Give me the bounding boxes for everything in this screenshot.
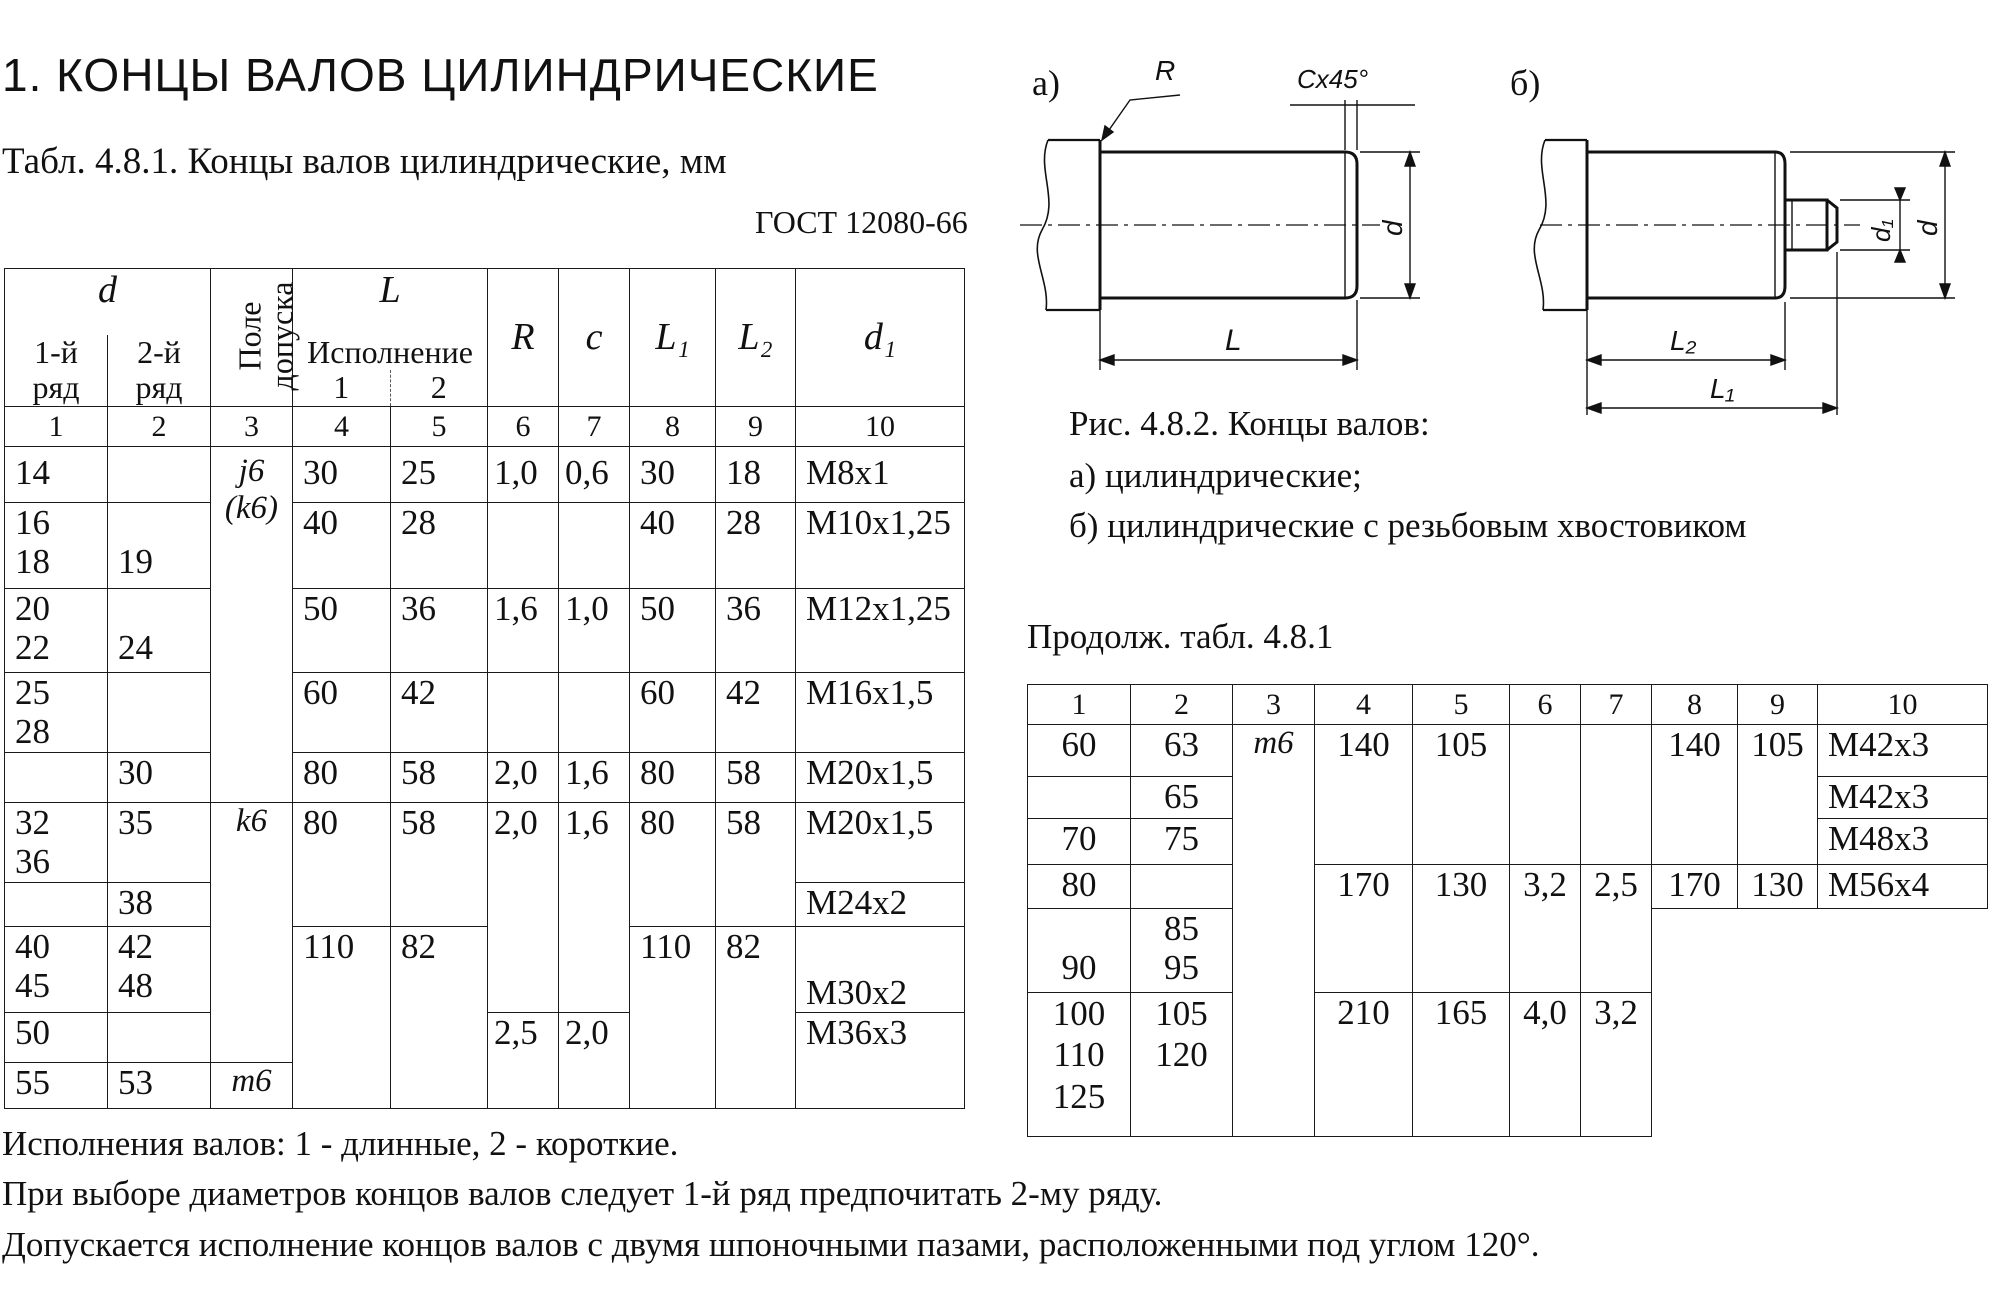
cell-d1: M20x1,5 bbox=[796, 753, 965, 803]
figure-b-dimensions bbox=[1587, 152, 1955, 415]
cell-c: 3,2 bbox=[1581, 993, 1652, 1137]
section-title: 1. КОНЦЫ ВАЛОВ ЦИЛИНДРИЧЕСКИЕ bbox=[2, 49, 879, 101]
cell-d-row1: 50 bbox=[5, 1013, 108, 1063]
col-number: 2 bbox=[108, 407, 211, 447]
standard-reference: ГОСТ 12080-66 bbox=[755, 204, 968, 240]
cell-d-row1: 60 bbox=[1028, 725, 1131, 777]
header-execution-label: Исполнение bbox=[307, 333, 473, 370]
cell-d1: M48x3 bbox=[1818, 819, 1988, 865]
header-tolerance-text: Поле допуска bbox=[231, 281, 300, 391]
table-caption: Табл. 4.8.1. Концы валов цилиндрические, мм bbox=[2, 141, 727, 182]
cell-d-row2: 35 bbox=[108, 803, 211, 883]
cell-L1: 30 bbox=[630, 447, 716, 503]
cell-L2: 58 bbox=[716, 803, 796, 927]
cell-L-exec1: 170 bbox=[1315, 865, 1413, 993]
cell-d-row1: 80 bbox=[1028, 865, 1131, 909]
cell-d-row1: 20 22 bbox=[5, 589, 108, 673]
continuation-caption: Продолж. табл. 4.8.1 bbox=[1027, 617, 1334, 656]
dim-d1-label: d₁ bbox=[1866, 219, 1896, 242]
cell-d1: M20x1,5 bbox=[796, 803, 965, 883]
table-row bbox=[5, 447, 965, 503]
cell-L-exec2: 58 bbox=[391, 803, 488, 927]
cell-d1: M12x1,25 bbox=[796, 589, 965, 673]
cell-L2: 36 bbox=[716, 589, 796, 673]
figure-a-dimensions bbox=[1100, 95, 1420, 370]
cell-L-exec1: 30 bbox=[293, 447, 391, 503]
cell-c: 1,6 bbox=[559, 753, 630, 803]
cell-L-exec2: 82 bbox=[391, 927, 488, 1109]
header-tolerance bbox=[211, 269, 300, 407]
cell-L-exec2: 28 bbox=[391, 503, 488, 589]
cell-L-exec2: 58 bbox=[391, 753, 488, 803]
cell-tolerance-m6: m6 bbox=[1233, 725, 1315, 1137]
cell-c: 2,5 bbox=[1581, 865, 1652, 993]
cell-L-exec2: 165 bbox=[1413, 993, 1510, 1137]
cell-L-exec1: 50 bbox=[293, 589, 391, 673]
col-number: 10 bbox=[1818, 685, 1988, 725]
figure-b-label: б) bbox=[1510, 63, 1541, 103]
cell-tolerance-k6: k6 bbox=[211, 803, 293, 1063]
cell-d-row1 bbox=[5, 753, 108, 803]
cell-d-row1: 16 18 bbox=[5, 503, 108, 589]
note-row-preference: При выборе диаметров концов валов следует 1-й ряд предпочитать 2-му ряду. bbox=[2, 1174, 1163, 1213]
cell-L1: 50 bbox=[630, 589, 716, 673]
col-number-row bbox=[5, 407, 965, 447]
cell-L-exec1: 80 bbox=[293, 803, 391, 927]
cell-c: 1,0 bbox=[559, 589, 630, 673]
cell-L-exec2: 130 bbox=[1413, 865, 1510, 993]
col-number: 7 bbox=[1581, 685, 1652, 725]
cell-R bbox=[1510, 725, 1581, 865]
cell-d-row1: 25 28 bbox=[5, 673, 108, 753]
col-number: 5 bbox=[391, 407, 488, 447]
cell-R: 2,0 bbox=[488, 803, 559, 1013]
col-number: 1 bbox=[5, 407, 108, 447]
header-row2: 2-й ряд bbox=[108, 335, 211, 407]
col-number: 10 bbox=[796, 407, 965, 447]
col-number: 9 bbox=[1738, 685, 1818, 725]
dim-L-label: L bbox=[1225, 324, 1242, 357]
cell-d-row1: 40 45 bbox=[5, 927, 108, 1013]
cell-c bbox=[1581, 725, 1652, 865]
col-number: 4 bbox=[293, 407, 391, 447]
cell-d-row1: 55 bbox=[5, 1063, 108, 1109]
figure-caption: Рис. 4.8.2. Концы валов: bbox=[1069, 404, 1430, 443]
cell-d-row2: 85 95 bbox=[1131, 909, 1233, 993]
cell-L2: 130 bbox=[1738, 865, 1818, 909]
cell-d1: M36x3 bbox=[796, 1013, 965, 1109]
dim-L2-label: L₂ bbox=[1670, 325, 1697, 356]
col-number: 3 bbox=[211, 407, 293, 447]
cell-d-row2 bbox=[108, 1013, 211, 1063]
cell-R: 2,0 bbox=[488, 753, 559, 803]
cell-L-exec1: 40 bbox=[293, 503, 391, 589]
header-L1: L₁ bbox=[630, 269, 716, 407]
table-row bbox=[1028, 993, 1988, 1137]
note-executions: Исполнения валов: 1 - длинные, 2 - короткие. bbox=[2, 1124, 679, 1163]
main-table bbox=[4, 268, 965, 1109]
cell-d-row1: 32 36 bbox=[5, 803, 108, 883]
cell-d-row1: 90 bbox=[1028, 909, 1131, 993]
cell-R: 4,0 bbox=[1510, 993, 1581, 1137]
cell-c bbox=[559, 503, 630, 589]
dim-d-label-a-text: d bbox=[1377, 220, 1408, 236]
cell-tolerance-j6 bbox=[211, 447, 293, 803]
cell-d-row2: 75 bbox=[1131, 819, 1233, 865]
dim-C-label: Cx45° bbox=[1297, 64, 1369, 94]
header-execution bbox=[293, 335, 488, 407]
cell-c bbox=[559, 673, 630, 753]
cell-L2: 58 bbox=[716, 753, 796, 803]
header-L: L bbox=[293, 269, 488, 335]
header-L2: L₂ bbox=[716, 269, 796, 407]
col-number: 4 bbox=[1315, 685, 1413, 725]
cell-L2: 105 bbox=[1738, 725, 1818, 865]
cell-L2: 18 bbox=[716, 447, 796, 503]
cell-d-row2: 53 bbox=[108, 1063, 211, 1109]
figure-b-shaft bbox=[1534, 140, 1860, 310]
col-number: 3 bbox=[1233, 685, 1315, 725]
cell-d-row2 bbox=[108, 447, 211, 503]
table-row bbox=[5, 927, 965, 1013]
cell-L1: 110 bbox=[630, 927, 716, 1109]
cell-L1: 60 bbox=[630, 673, 716, 753]
continuation-table bbox=[1027, 684, 1988, 1137]
col-number: 7 bbox=[559, 407, 630, 447]
col-number: 6 bbox=[488, 407, 559, 447]
cell-d-row2: 65 bbox=[1131, 777, 1233, 819]
cell-d1: M30x2 bbox=[796, 927, 965, 1013]
cell-c: 1,6 bbox=[559, 803, 630, 1013]
col-number: 9 bbox=[716, 407, 796, 447]
cell-d1: M16x1,5 bbox=[796, 673, 965, 753]
table-row bbox=[5, 673, 965, 753]
cell-L1: 140 bbox=[1652, 725, 1738, 865]
header-R: R bbox=[488, 269, 559, 407]
cell-d-row1: 100 110 125 bbox=[1028, 993, 1131, 1137]
header-row1: 1-й ряд bbox=[5, 335, 108, 407]
dim-L1-label: L₁ bbox=[1710, 373, 1735, 404]
cell-d-row2: 42 48 bbox=[108, 927, 211, 1013]
table-row bbox=[5, 503, 965, 589]
cell-d-row2: 105 120 bbox=[1131, 993, 1233, 1137]
figure-item-a: а) цилиндрические; bbox=[1069, 456, 1362, 495]
cell-d1: M8x1 bbox=[796, 447, 965, 503]
cell-tolerance-m6: m6 bbox=[211, 1063, 293, 1109]
note-keyways: Допускается исполнение концов валов с двумя шпоночными пазами, расположенными под углом 120°. bbox=[2, 1225, 1540, 1264]
table-row bbox=[5, 589, 965, 673]
cell-d-row2: 24 bbox=[108, 589, 211, 673]
cell-d-row2: 63 bbox=[1131, 725, 1233, 777]
cell-L-exec2: 25 bbox=[391, 447, 488, 503]
cell-d-row2: 19 bbox=[108, 503, 211, 589]
figure-a-label: а) bbox=[1032, 63, 1060, 103]
header-exec1: 1 bbox=[293, 370, 391, 406]
cell-d1: M56x4 bbox=[1818, 865, 1988, 909]
empty-area bbox=[1652, 993, 1988, 1137]
dim-d-label-b: d bbox=[1912, 220, 1943, 236]
header-d: d bbox=[5, 269, 211, 335]
table-row bbox=[1028, 865, 1988, 909]
cell-R bbox=[488, 503, 559, 589]
cell-L-exec2: 36 bbox=[391, 589, 488, 673]
cell-d-row2: 30 bbox=[108, 753, 211, 803]
tolerance-j6: j6 bbox=[238, 453, 265, 490]
cell-d-row1 bbox=[5, 883, 108, 927]
cell-c: 0,6 bbox=[559, 447, 630, 503]
cell-R: 2,5 bbox=[488, 1013, 559, 1109]
cell-R: 1,0 bbox=[488, 447, 559, 503]
cell-L2: 42 bbox=[716, 673, 796, 753]
col-number: 5 bbox=[1413, 685, 1510, 725]
col-number: 6 bbox=[1510, 685, 1581, 725]
cell-d1: M24x2 bbox=[796, 883, 965, 927]
table-row bbox=[1028, 725, 1988, 777]
cell-L-exec1: 80 bbox=[293, 753, 391, 803]
cell-R bbox=[488, 673, 559, 753]
figure-a-shaft bbox=[1020, 140, 1380, 310]
cell-L-exec1: 110 bbox=[293, 927, 391, 1109]
header-exec2: 2 bbox=[430, 369, 447, 406]
col-number: 8 bbox=[1652, 685, 1738, 725]
cell-d1: M10x1,25 bbox=[796, 503, 965, 589]
col-number: 1 bbox=[1028, 685, 1131, 725]
dim-R-label: R bbox=[1155, 55, 1176, 86]
header-c: c bbox=[559, 269, 630, 407]
col-number: 8 bbox=[630, 407, 716, 447]
empty-area bbox=[1652, 909, 1988, 993]
cell-d-row2 bbox=[1131, 865, 1233, 909]
cell-c: 2,0 bbox=[559, 1013, 630, 1109]
cell-d-row1: 70 bbox=[1028, 819, 1131, 865]
cell-d1: M42x3 bbox=[1818, 725, 1988, 777]
cell-d1: M42x3 bbox=[1818, 777, 1988, 819]
header-exec-numbers bbox=[293, 370, 487, 406]
shaft-end-figures bbox=[1020, 40, 1980, 420]
cell-L1: 170 bbox=[1652, 865, 1738, 909]
cell-L1: 80 bbox=[630, 753, 716, 803]
tolerance-k6-alt: (k6) bbox=[224, 490, 279, 527]
cell-L-exec2: 105 bbox=[1413, 725, 1510, 865]
col-number: 2 bbox=[1131, 685, 1233, 725]
cell-d-row1: 14 bbox=[5, 447, 108, 503]
figure-item-b: б) цилиндрические с резьбовым хвостовиком bbox=[1069, 506, 1747, 545]
table-row bbox=[5, 803, 965, 883]
table-row bbox=[5, 753, 965, 803]
cell-L-exec1: 60 bbox=[293, 673, 391, 753]
cell-R: 3,2 bbox=[1510, 865, 1581, 993]
cell-L-exec1: 140 bbox=[1315, 725, 1413, 865]
cell-L1: 40 bbox=[630, 503, 716, 589]
cell-R: 1,6 bbox=[488, 589, 559, 673]
cell-d-row1 bbox=[1028, 777, 1131, 819]
cell-L2: 28 bbox=[716, 503, 796, 589]
cell-L1: 80 bbox=[630, 803, 716, 927]
col-number-row bbox=[1028, 685, 1988, 725]
cell-d-row2: 38 bbox=[108, 883, 211, 927]
header-d1: d₁ bbox=[796, 269, 965, 407]
cell-d-row2 bbox=[108, 673, 211, 753]
cell-L-exec1: 210 bbox=[1315, 993, 1413, 1137]
cell-L2: 82 bbox=[716, 927, 796, 1109]
cell-L-exec2: 42 bbox=[391, 673, 488, 753]
